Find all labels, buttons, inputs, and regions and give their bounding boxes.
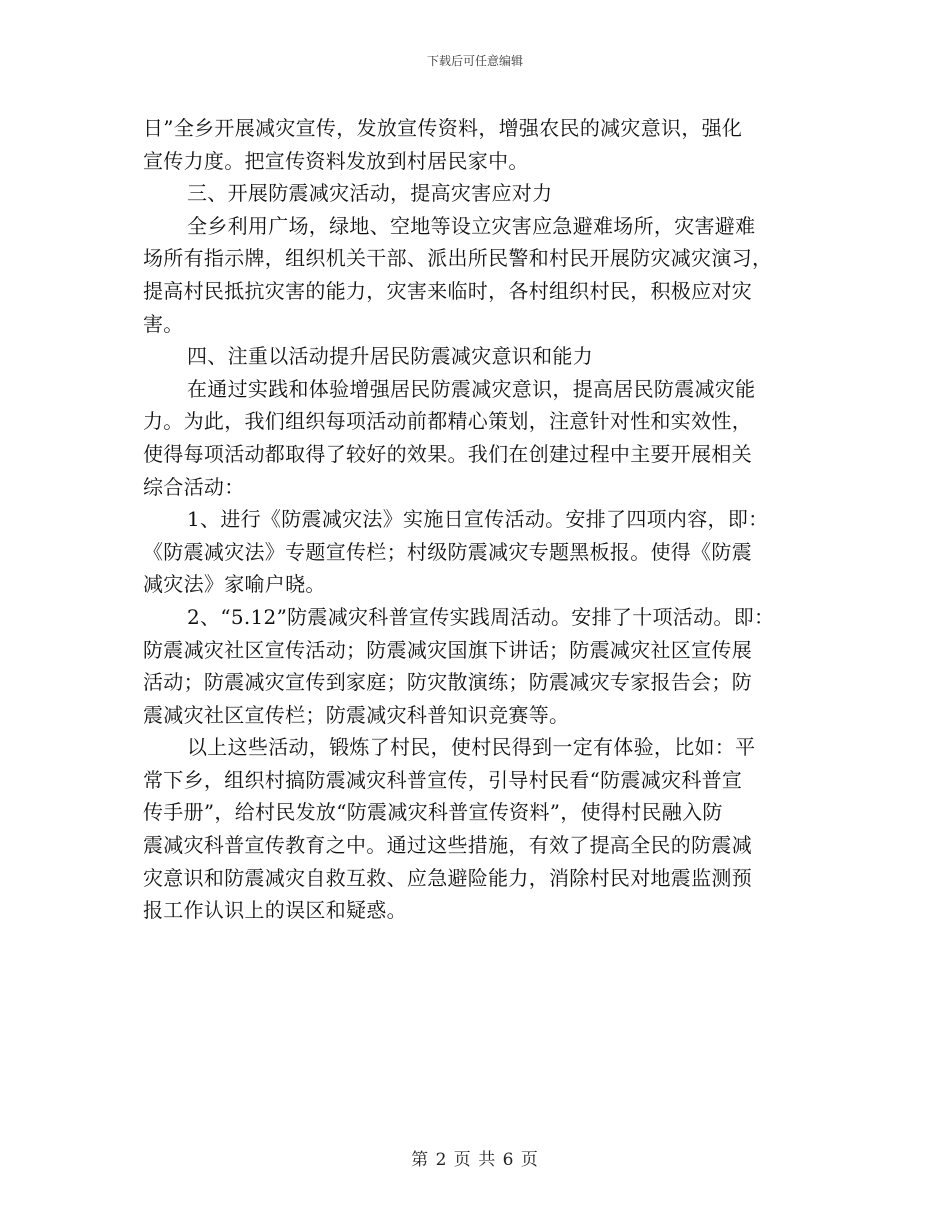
text-line: 三、开展防震减灾活动，提高灾害应对力 — [187, 181, 553, 206]
text-line: 震减灾社区宣传栏；防震减灾科普知识竞赛等。 — [143, 702, 570, 727]
text-line: 震减灾科普宣传教育之中。通过这些措施，有效了提高全民的防震减 — [143, 833, 752, 858]
text-line: 2、“5.12”防震减灾科普宣传实践周活动。安排了十项活动。即： — [187, 604, 775, 629]
text-line: 报工作认识上的误区和疑惑。 — [143, 898, 407, 923]
text-line: 减灾法》家喻户晓。 — [143, 572, 326, 597]
text-line: 《防震减灾法》专题宣传栏；村级防震减灾专题黑板报。使得《防震 — [143, 539, 752, 564]
text-line: 场所有指示牌，组织机关干部、派出所民警和村民开展防灾减灾演习， — [143, 246, 773, 271]
text-line: 提高村民抵抗灾害的能力，灾害来临时，各村组织村民，积极应对灾 — [143, 278, 752, 303]
text-line: 传手册”，给村民发放“防震减灾科普宣传资料”，使得村民融入防 — [143, 800, 723, 825]
text-line: 防震减灾社区宣传活动；防震减灾国旗下讲话；防震减灾社区宣传展 — [143, 637, 752, 662]
text-line: 灾意识和防震减灾自救互救、应急避险能力，消除村民对地震监测预 — [143, 865, 752, 890]
page-footer: 第 2 页 共 6 页 — [411, 1150, 539, 1170]
text-line: 在通过实践和体验增强居民防震减灾意识，提高居民防震减灾能 — [187, 376, 756, 401]
text-line: 宣传力度。把宣传资料发放到村居民家中。 — [143, 148, 529, 173]
text-line: 全乡利用广场，绿地、空地等设立灾害应急避难场所，灾害避难 — [187, 213, 756, 238]
text-line: 日”全乡开展减灾宣传，发放宣传资料，增强农民的减灾意识，强化 — [143, 116, 743, 140]
page-header: 下载后可任意编辑 — [426, 54, 523, 68]
text-line: 四、注重以活动提升居民防震减灾意识和能力 — [187, 344, 593, 369]
text-line: 常下乡，组织村搞防震减灾科普宣传，引导村民看“防震减灾科普宣 — [143, 767, 743, 792]
text-line: 活动；防震减灾宣传到家庭；防灾散演练；防震减灾专家报告会；防 — [143, 670, 752, 695]
text-line: 害。 — [143, 311, 184, 336]
text-line: 1、进行《防震减灾法》实施日宣传活动。安排了四项内容，即： — [187, 507, 769, 532]
text-line: 综合活动： — [143, 474, 245, 499]
document-body — [143, 112, 803, 927]
text-line: 力。为此，我们组织每项活动前都精心策划，注意针对性和实效性， — [143, 409, 752, 434]
text-line: 使得每项活动都取得了较好的效果。我们在创建过程中主要开展相关 — [143, 441, 752, 466]
text-line: 以上这些活动，锻炼了村民，使村民得到一定有体验，比如：平 — [187, 735, 756, 760]
